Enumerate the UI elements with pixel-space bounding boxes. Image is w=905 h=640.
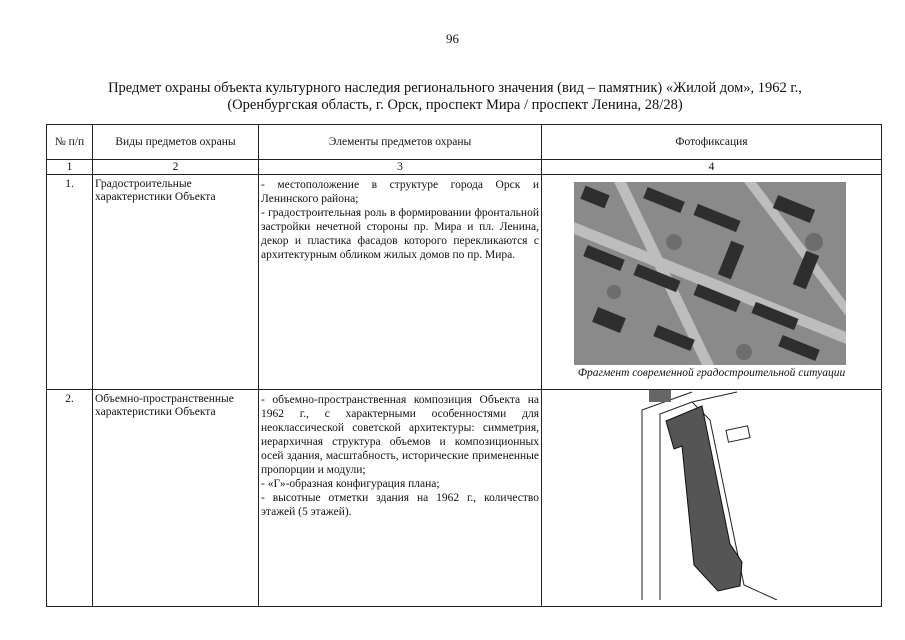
table-row xyxy=(47,390,882,607)
protection-elements xyxy=(259,175,542,390)
aerial-photo xyxy=(574,182,846,365)
protection-kind: Объемно-пространственные характеристики Объекта xyxy=(93,390,259,607)
column-number: 1 xyxy=(47,160,93,175)
table-header-row xyxy=(47,125,882,160)
element-item: - местоположение в структуре города Орск и Ленинского района; xyxy=(261,179,539,205)
column-number: 3 xyxy=(259,160,542,175)
header-num: № п/п xyxy=(47,125,93,160)
header-elements: Элементы предметов охраны xyxy=(259,125,542,160)
title-line-2: (Оренбургская область, г. Орск, проспект Мира / проспект Ленина, 28/28) xyxy=(227,97,683,113)
header-kind: Виды предметов охраны xyxy=(93,125,259,160)
photo-cell xyxy=(542,390,882,607)
row-number: 2. xyxy=(47,390,93,607)
element-item: - высотные отметки здания на 1962 г., количество этажей (5 этажей). xyxy=(261,492,539,518)
protection-kind: Градостроительные характеристики Объекта xyxy=(93,175,259,390)
row-number: 1. xyxy=(47,175,93,390)
protection-elements xyxy=(259,390,542,607)
header-photo: Фотофиксация xyxy=(542,125,882,160)
page-title xyxy=(60,80,850,114)
column-number-row xyxy=(47,160,882,175)
photo-caption: Фрагмент современной градостроительной ситуации xyxy=(577,367,846,379)
site-plan xyxy=(542,390,882,600)
element-item: - «Г»-образная конфигурация плана; xyxy=(261,478,440,490)
element-item: - объемно-пространственная композиция Объекта на 1962 г., с характерными особенностями для неоклассической советской архитектуры: симметрия, иерархичная структура объемов и композиционных осей здания, масштабность, исторические примененные пропорции и модули; xyxy=(261,394,539,476)
column-number: 4 xyxy=(542,160,882,175)
page-number: 96 xyxy=(446,31,459,46)
table-row xyxy=(47,175,882,390)
protection-table xyxy=(46,124,882,607)
photo-cell xyxy=(542,175,882,390)
title-line-1: Предмет охраны объекта культурного наследия регионального значения (вид – памятник) «Жилой дом», 1962 г., xyxy=(108,80,802,96)
column-number: 2 xyxy=(93,160,259,175)
element-item: - градостроительная роль в формировании фронтальной застройки нечетной стороны пр. Мира и пл. Ленина, декор и пластика фасадов которого перекликаются с архитектурным обликом жилых домов по пр. Мира. xyxy=(261,207,539,261)
